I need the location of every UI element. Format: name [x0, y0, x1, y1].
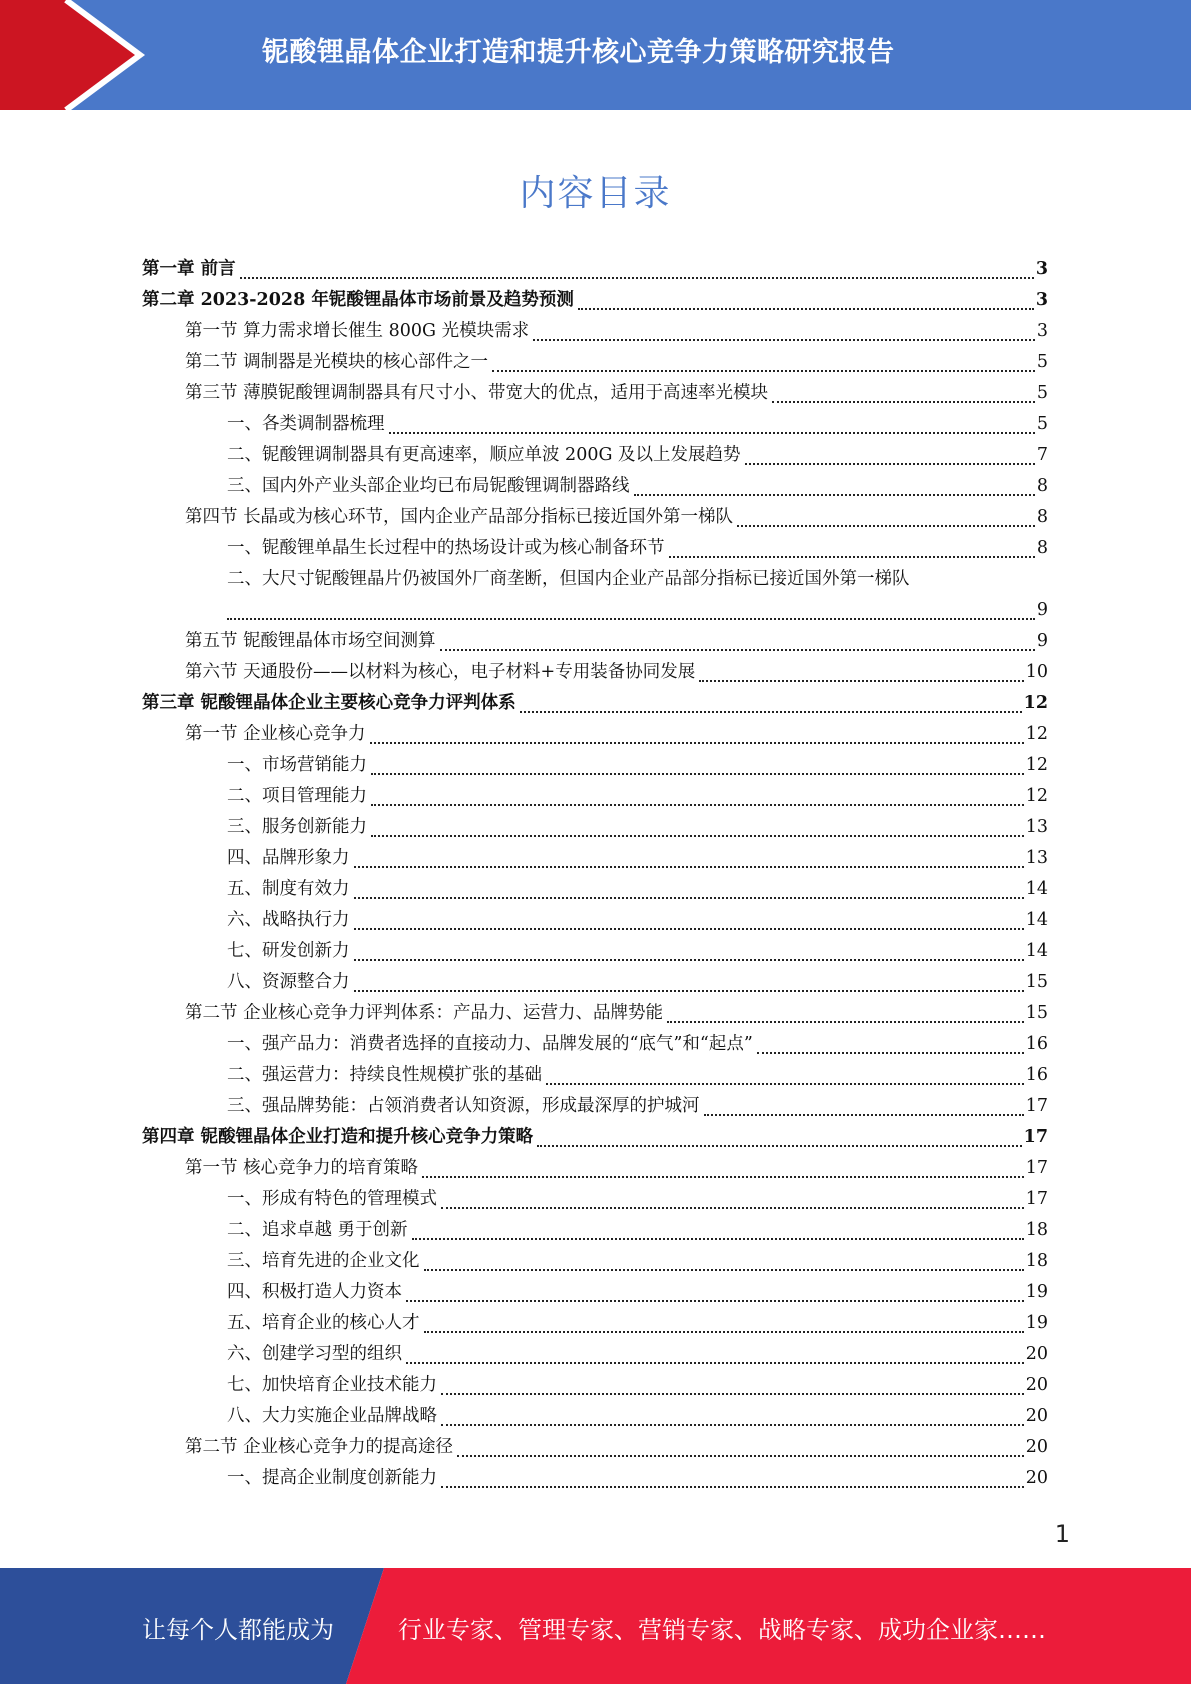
toc-entry-page: 20	[1025, 1437, 1048, 1457]
toc-entry[interactable]	[142, 750, 1048, 781]
toc-entry[interactable]	[142, 564, 1048, 595]
toc-entry-label: 第二章 2023-2028 年铌酸锂晶体市场前景及趋势预测	[142, 290, 574, 310]
footer-band	[0, 1568, 1191, 1684]
toc-dot-leader	[389, 431, 1035, 434]
toc-entry-label: 一、市场营销能力	[227, 755, 367, 775]
toc-entry[interactable]	[142, 874, 1048, 905]
toc-entry[interactable]	[142, 1246, 1048, 1277]
toc-entry-page: 20	[1025, 1406, 1048, 1426]
toc-entry-label: 第二节 企业核心竞争力评判体系：产品力、运营力、品牌势能	[185, 1003, 664, 1023]
toc-entry-page: 18	[1025, 1220, 1048, 1240]
toc-entry-label: 一、形成有特色的管理模式	[227, 1189, 437, 1209]
toc-dot-leader	[371, 803, 1024, 806]
toc-entry[interactable]	[142, 1401, 1048, 1432]
toc-dot-leader	[371, 772, 1024, 775]
footer-slogan-left: 让每个人都能成为	[142, 1616, 334, 1644]
toc-entry-label: 五、培育企业的核心人才	[227, 1313, 420, 1333]
toc-entry-label: 第三节 薄膜铌酸锂调制器具有尺寸小、带宽大的优点，适用于高速率光模块	[185, 383, 769, 403]
toc-entry[interactable]	[142, 1463, 1048, 1494]
toc-entry[interactable]	[142, 347, 1048, 378]
toc-entry-page: 3	[1036, 321, 1048, 341]
toc-entry-label: 八、大力实施企业品牌战略	[227, 1406, 437, 1426]
toc-entry-page: 7	[1036, 445, 1048, 465]
toc-entry-label: 第四节 长晶或为核心环节，国内企业产品部分指标已接近国外第一梯队	[185, 507, 734, 527]
toc-entry-page: 8	[1036, 538, 1048, 558]
toc-entry-page: 19	[1025, 1282, 1048, 1302]
toc-entry-page: 9	[1036, 600, 1048, 620]
toc-entry-label: 五、制度有效力	[227, 879, 350, 899]
toc-dot-leader	[441, 1206, 1024, 1209]
toc-entry[interactable]	[142, 1339, 1048, 1370]
toc-entry-page: 5	[1036, 414, 1048, 434]
toc-entry[interactable]	[142, 657, 1048, 688]
toc-dot-leader	[757, 1051, 1024, 1054]
toc-entry[interactable]	[142, 812, 1048, 843]
toc-entry-label: 第四章 铌酸锂晶体企业打造和提升核心竞争力策略	[142, 1127, 534, 1147]
toc-entry-page: 3	[1035, 259, 1048, 279]
toc-entry[interactable]	[142, 936, 1048, 967]
toc-entry-page: 9	[1036, 631, 1048, 651]
toc-entry-page: 14	[1025, 910, 1048, 930]
toc-dot-leader	[440, 648, 1035, 651]
toc-entry-label: 第五节 铌酸锂晶体市场空间测算	[185, 631, 436, 651]
toc-entry-page: 13	[1025, 848, 1048, 868]
toc-list	[142, 254, 1048, 1494]
toc-entry-page: 19	[1025, 1313, 1048, 1333]
toc-entry-label: 第一章 前言	[142, 259, 236, 279]
toc-dot-leader	[699, 679, 1023, 682]
toc-entry[interactable]	[142, 285, 1048, 316]
toc-dot-leader	[441, 1485, 1024, 1488]
toc-entry-label: 七、加快培育企业技术能力	[227, 1375, 437, 1395]
toc-entry-label: 一、铌酸锂单晶生长过程中的热场设计或为核心制备环节	[227, 538, 665, 558]
toc-entry-label: 第一节 算力需求增长催生 800G 光模块需求	[185, 321, 530, 341]
toc-dot-leader	[441, 1392, 1024, 1395]
toc-entry[interactable]	[142, 440, 1048, 471]
toc-entry[interactable]	[142, 905, 1048, 936]
toc-entry-page: 14	[1025, 879, 1048, 899]
toc-entry-label: 二、铌酸锂调制器具有更高速率，顺应单波 200G 及以上发展趋势	[227, 445, 741, 465]
toc-dot-leader	[578, 307, 1034, 310]
toc-dot-leader	[634, 493, 1035, 496]
toc-entry[interactable]	[142, 719, 1048, 750]
toc-entry-page: 10	[1025, 662, 1048, 682]
toc-dot-leader	[406, 1361, 1024, 1364]
toc-dot-leader	[667, 1020, 1024, 1023]
toc-dot-leader	[422, 1175, 1024, 1178]
toc-entry[interactable]	[142, 688, 1048, 719]
toc-dot-leader	[354, 989, 1024, 992]
toc-entry[interactable]	[142, 781, 1048, 812]
toc-entry-label: 三、服务创新能力	[227, 817, 367, 837]
toc-entry[interactable]	[142, 1308, 1048, 1339]
toc-entry[interactable]	[142, 843, 1048, 874]
toc-dot-leader	[354, 927, 1024, 930]
toc-entry-page: 20	[1025, 1344, 1048, 1364]
toc-entry-page: 5	[1036, 383, 1048, 403]
page-number: 1	[1054, 1520, 1070, 1548]
toc-dot-leader	[745, 462, 1035, 465]
toc-entry-label: 第六节 天通股份——以材料为核心，电子材料+专用装备协同发展	[185, 662, 696, 682]
toc-dot-leader	[441, 1423, 1024, 1426]
toc-entry-page: 8	[1036, 476, 1048, 496]
toc-entry-page: 12	[1025, 786, 1048, 806]
toc-dot-leader	[354, 896, 1024, 899]
toc-dot-leader	[737, 524, 1035, 527]
toc-entry-label: 一、各类调制器梳理	[227, 414, 385, 434]
toc-entry[interactable]	[142, 1215, 1048, 1246]
toc-entry-page: 20	[1025, 1468, 1048, 1488]
toc-entry-label: 第二节 企业核心竞争力的提高途径	[185, 1437, 454, 1457]
toc-entry-page: 17	[1025, 1096, 1048, 1116]
toc-dot-leader	[533, 338, 1035, 341]
footer-slogan-right: 行业专家、管理专家、营销专家、战略专家、成功企业家……	[398, 1616, 1046, 1644]
toc-entry-page: 13	[1025, 817, 1048, 837]
toc-entry-page: 14	[1025, 941, 1048, 961]
toc-entry[interactable]	[142, 533, 1048, 564]
toc-entry-label: 一、提高企业制度创新能力	[227, 1468, 437, 1488]
toc-dot-leader	[424, 1268, 1024, 1271]
toc-entry[interactable]	[142, 1184, 1048, 1215]
toc-entry-label: 一、强产品力：消费者选择的直接动力、品牌发展的“底气”和“起点”	[227, 1034, 753, 1054]
toc-entry-page: 12	[1025, 755, 1048, 775]
toc-entry[interactable]	[142, 967, 1048, 998]
toc-entry-page: 16	[1025, 1065, 1048, 1085]
toc-entry[interactable]	[142, 502, 1048, 533]
toc-entry-label: 六、创建学习型的组织	[227, 1344, 402, 1364]
toc-entry[interactable]	[142, 1432, 1048, 1463]
toc-entry[interactable]	[142, 254, 1048, 285]
header-band	[0, 0, 1191, 110]
toc-entry-page: 17	[1025, 1189, 1048, 1209]
toc-entry-label: 二、项目管理能力	[227, 786, 367, 806]
toc-entry-label: 第一节 企业核心竞争力	[185, 724, 366, 744]
toc-dot-leader	[520, 710, 1022, 713]
toc-entry-page: 12	[1023, 693, 1048, 713]
toc-entry[interactable]	[142, 409, 1048, 440]
toc-entry[interactable]	[142, 595, 1048, 626]
toc-entry-label: 第二节 调制器是光模块的核心部件之一	[185, 352, 489, 372]
toc-dot-leader	[537, 1144, 1022, 1147]
toc-entry[interactable]	[142, 1122, 1048, 1153]
toc-entry-page: 17	[1023, 1127, 1048, 1147]
toc-entry-label: 二、大尺寸铌酸锂晶片仍被国外厂商垄断，但国内企业产品部分指标已接近国外第一梯队	[227, 569, 910, 589]
toc-entry[interactable]	[142, 1153, 1048, 1184]
toc-entry[interactable]	[142, 471, 1048, 502]
toc-entry-label: 七、研发创新力	[227, 941, 350, 961]
toc-dot-leader	[546, 1082, 1024, 1085]
toc-entry-label: 三、国内外产业头部企业均已布局铌酸锂调制器路线	[227, 476, 630, 496]
toc-dot-leader	[371, 834, 1024, 837]
toc-entry-page: 18	[1025, 1251, 1048, 1271]
toc-entry-label: 四、品牌形象力	[227, 848, 350, 868]
toc-entry-label: 四、积极打造人力资本	[227, 1282, 402, 1302]
toc-dot-leader	[457, 1454, 1024, 1457]
toc-heading: 内容目录	[519, 173, 672, 214]
toc-dot-leader	[772, 400, 1035, 403]
toc-entry[interactable]	[142, 1370, 1048, 1401]
toc-dot-leader	[412, 1237, 1024, 1240]
toc-dot-leader	[492, 369, 1035, 372]
toc-entry[interactable]	[142, 1029, 1048, 1060]
toc-dot-leader	[240, 276, 1034, 279]
toc-entry[interactable]	[142, 1277, 1048, 1308]
toc-dot-leader	[370, 741, 1024, 744]
toc-entry-label: 二、强运营力：持续良性规模扩张的基础	[227, 1065, 542, 1085]
toc-entry-page: 16	[1025, 1034, 1048, 1054]
toc-entry[interactable]	[142, 1091, 1048, 1122]
toc-entry-page: 15	[1025, 972, 1048, 992]
toc-entry[interactable]	[142, 1060, 1048, 1091]
toc-entry[interactable]	[142, 998, 1048, 1029]
toc-entry[interactable]	[142, 316, 1048, 347]
toc-dot-leader	[704, 1113, 1024, 1116]
report-title: 铌酸锂晶体企业打造和提升核心竞争力策略研究报告	[262, 37, 895, 68]
toc-dot-leader	[354, 865, 1024, 868]
toc-entry-page: 20	[1025, 1375, 1048, 1395]
toc-entry-label: 二、追求卓越 勇于创新	[227, 1220, 408, 1240]
toc-entry-page: 8	[1036, 507, 1048, 527]
toc-entry-page: 5	[1036, 352, 1048, 372]
toc-entry-label: 六、战略执行力	[227, 910, 350, 930]
toc-entry-page: 15	[1025, 1003, 1048, 1023]
toc-entry-label: 第一节 核心竞争力的培育策略	[185, 1158, 419, 1178]
toc-entry-page: 17	[1025, 1158, 1048, 1178]
toc-entry-label: 三、强品牌势能：占领消费者认知资源，形成最深厚的护城河	[227, 1096, 700, 1116]
toc-entry[interactable]	[142, 378, 1048, 409]
toc-entry[interactable]	[142, 626, 1048, 657]
toc-entry-page: 3	[1035, 290, 1048, 310]
toc-entry-label: 第三章 铌酸锂晶体企业主要核心竞争力评判体系	[142, 693, 516, 713]
toc-dot-leader	[354, 958, 1024, 961]
toc-entry-page: 12	[1025, 724, 1048, 744]
toc-entry-label: 八、资源整合力	[227, 972, 350, 992]
toc-dot-leader	[669, 555, 1035, 558]
toc-entry-label: 三、培育先进的企业文化	[227, 1251, 420, 1271]
toc-dot-leader	[406, 1299, 1024, 1302]
toc-dot-leader	[227, 617, 1035, 620]
toc-dot-leader	[424, 1330, 1024, 1333]
